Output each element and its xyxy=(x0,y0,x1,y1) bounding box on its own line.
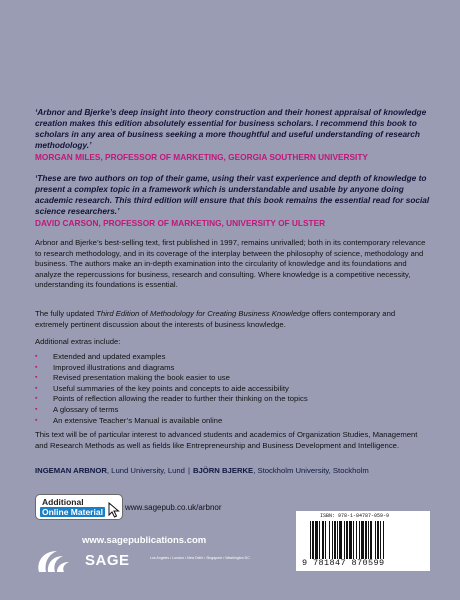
list-item: ▪ An extensive Teacher’s Manual is available online xyxy=(35,416,430,427)
author-affiliation: , Stockholm University, Stockholm xyxy=(253,466,369,475)
quote-carson xyxy=(35,173,430,229)
audience-paragraph: This text will be of particular interest to advanced students and academics of Organization Studies, Management and Research Methods as well as fields like Entrepreneurship and Business Development and Intelligence. xyxy=(35,430,418,450)
author-name: INGEMAN ARBNOR xyxy=(35,466,107,475)
publisher-cities: Los Angeles • London • New Delhi • Singapore • Washington DC xyxy=(150,556,250,560)
quote-text: ‘Arbnor and Bjerke’s deep insight into theory construction and their honest appraisal of knowledge creation makes this edition absolutely essential for business scholars. I recommend this book to scholars in any area of business seeking a more thoughtful and useful understanding of research methodology.’ xyxy=(35,107,427,150)
online-material-line1: Additional xyxy=(42,497,84,507)
publisher-name: SAGE xyxy=(85,552,130,569)
author-name: BJÖRN BJERKE xyxy=(192,466,254,475)
description-paragraph: Arbnor and Bjerke’s best-selling text, first published in 1997, remains unrivalled; both in its contemporary relevance to research methodology, and in its coverage of the interplay between the philosophy of science, methodology and business. The authors make an in-depth examination into the circularity of knowledge and its foundations and analyze the repercussions for business, research and consulting. Where knowledge is a competitive necessity, understanding its foundations is essential. xyxy=(35,238,426,290)
author-separator: | xyxy=(187,466,190,475)
edition-name: Third Edition xyxy=(96,309,140,318)
list-item: ▪ Points of reflection allowing the reader to further their thinking on the topics xyxy=(35,394,430,405)
isbn-label: ISBN: 978-1-84787-059-9 xyxy=(320,513,390,519)
list-item: ▪ Useful summaries of the key points and concepts to aide accessibility xyxy=(35,384,430,395)
author-line xyxy=(35,466,430,476)
book-title: Methodology for Creating Business Knowledge xyxy=(149,309,310,318)
edition-of: of xyxy=(139,309,150,318)
list-item: ▪ Extended and updated examples xyxy=(35,352,430,363)
cursor-icon xyxy=(108,502,121,518)
quote-attribution: MORGAN MILES, PROFESSOR OF MARKETING, GEORGIA SOUTHERN UNIVERSITY xyxy=(35,152,368,162)
barcode-area xyxy=(296,511,430,571)
edition-paragraph xyxy=(35,309,430,330)
quote-attribution: DAVID CARSON, PROFESSOR OF MARKETING, UNIVERSITY OF ULSTER xyxy=(35,218,326,228)
companion-url[interactable]: www.sagepub.co.uk/arbnor xyxy=(125,503,222,512)
quote-miles xyxy=(35,107,430,163)
author-affiliation: , Lund University, Lund xyxy=(106,466,185,475)
list-item: ▪ Revised presentation making the book easier to use xyxy=(35,373,430,384)
list-item: ▪ A glossary of terms xyxy=(35,405,430,416)
edition-suffix: offers contemporary and extremely pertinent discussion about the interests of business knowledge. xyxy=(35,309,396,329)
sage-logo-icon xyxy=(35,548,81,574)
quote-text: ‘These are two authors on top of their game, using their vast experience and depth of knowledge to present a complex topic in a framework which is understandable and usable by anyone doing academic research. This third edition will ensure that this book remains the essential read for social science researchers.’ xyxy=(35,173,430,216)
barcode-icon xyxy=(310,521,418,559)
list-item: ▪ Improved illustrations and diagrams xyxy=(35,363,430,374)
publisher-website[interactable]: www.sagepublications.com xyxy=(82,535,207,546)
edition-prefix: The fully updated xyxy=(35,309,97,318)
online-material-badge[interactable] xyxy=(35,494,123,520)
extras-list xyxy=(35,352,430,426)
extras-intro: Additional extras include: xyxy=(35,337,121,346)
isbn-digits: 9 781847 870599 xyxy=(302,558,385,568)
online-material-line2: Online Material xyxy=(42,507,103,517)
